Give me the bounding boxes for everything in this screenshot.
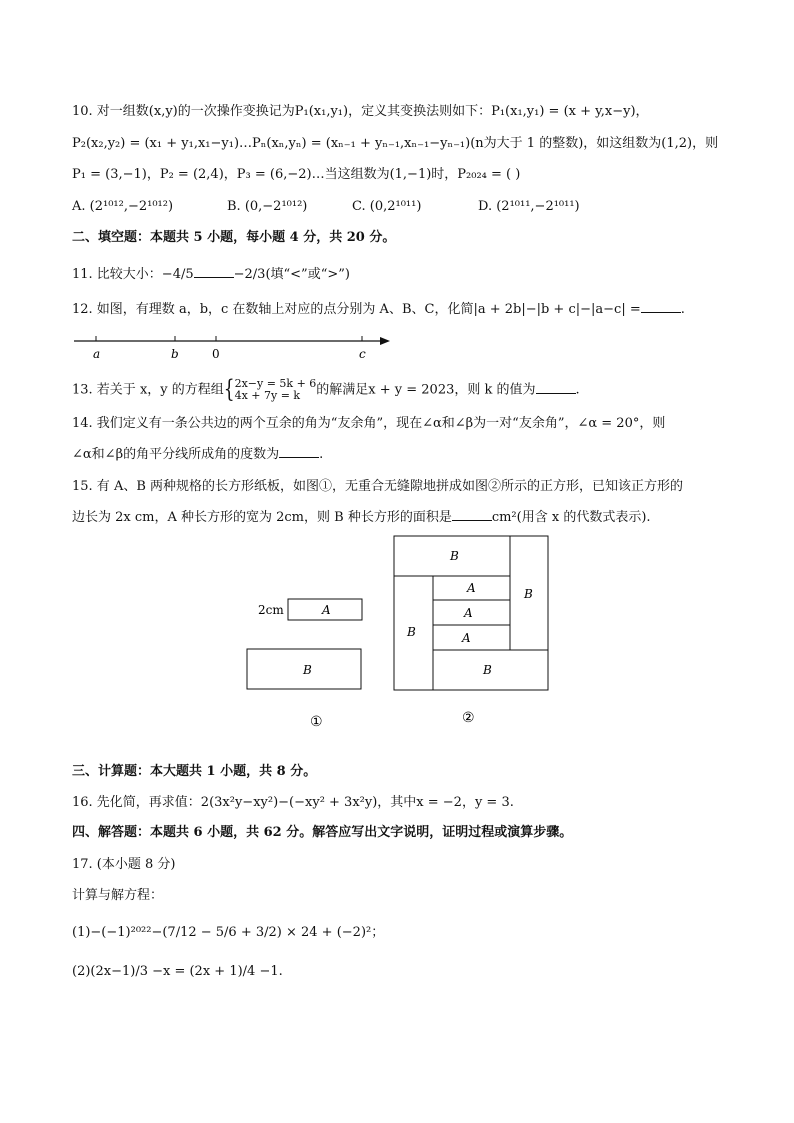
q10-line3: P₁ = (3,−1)，P₂ = (2,4)，P₃ = (6,−2)…当这组数为(1,−1)时，P₂₀₂₄ = ( ) (72, 167, 521, 182)
fig2-label-a-3: A (462, 631, 471, 645)
label-0: 0 (212, 347, 220, 361)
fig2-label-b-right: B (524, 587, 533, 601)
q11-blank (194, 265, 234, 278)
q14-end: . (319, 447, 324, 462)
q10-option-a: A. (2¹⁰¹²,−2¹⁰¹²) (72, 199, 174, 214)
q13-system (235, 378, 317, 402)
q13-prefix: 13. 若关于 x，y 的方程组 (72, 382, 224, 398)
section4-heading: 四、解答题：本题共 6 小题，共 62 分。解答应写出文字说明，证明过程或演算步骤。 (72, 825, 573, 840)
q10-option-c: C. (0,2¹⁰¹¹) (352, 199, 422, 214)
fig2-rect-a-3 (433, 625, 510, 650)
q13-blank (536, 381, 576, 394)
q13-suffix: 的解满足x + y = 2023，则 k 的值为 (316, 382, 536, 398)
q14-line2: ∠α和∠β的角平分线所成角的度数为 (72, 447, 280, 462)
q14-blank (279, 445, 319, 458)
q15-line2-end: cm²(用含 x 的代数式表示). (491, 510, 651, 525)
q16: 16. 先化简，再求值：2(3x²y−xy²)−(−xy² + 3x²y)，其中x = −2，y = 3. (72, 795, 514, 810)
q11-prefix: 11. 比较大小：−4/5 (72, 267, 194, 282)
q15-line2: 边长为 2x cm，A 种长方形的宽为 2cm，则 B 种长方形的面积是 (72, 510, 452, 525)
figure-2 (390, 532, 555, 727)
q10-line2: P₂(x₂,y₂) = (x₁ + y₁,x₁−y₁)…Pₙ(xₙ,yₙ) = (xₙ₋₁ + yₙ₋₁,xₙ₋₁−yₙ₋₁)(n为大于 1 的整数)，如这组数为(1,2)，则 (72, 136, 719, 151)
q17-part1: (1)−(−1)²⁰²²−(7/12 − 5/6 + 3/2) × 24 + (−2)²； (72, 925, 385, 940)
number-line (72, 328, 402, 362)
q17-intro: 计算与解方程： (72, 888, 164, 903)
q14-line1: 14. 我们定义有一条公共边的两个互余的角为“友余角”，现在∠α和∠β为一对“友余角”，∠α = 20°，则 (72, 416, 666, 431)
q10-option-d: D. (2¹⁰¹¹,−2¹⁰¹¹) (478, 199, 580, 214)
label-c: c (359, 347, 366, 361)
q15-blank (452, 508, 492, 521)
number-line-arrow (380, 337, 390, 345)
q13-end: . (575, 382, 580, 398)
q17-part2: (2)(2x−1)/3 −x = (2x + 1)/4 −1. (72, 964, 283, 979)
fig1-label-a: A (322, 603, 331, 617)
label-b: b (171, 347, 179, 361)
q12-text: 12. 如图，有理数 a，b，c 在数轴上对应的点分别为 A、B、C，化简|a + 2b|−|b + c|−|a−c| = (72, 302, 641, 317)
fig2-label-b-top: B (450, 549, 459, 563)
q15-line1: 15. 有 A、B 两种规格的长方形纸板，如图①，无重合无缝隙地拼成如图②所示的正方形，已知该正方形的 (72, 479, 684, 494)
q17-title: 17. (本小题 8 分) (72, 857, 176, 872)
fig2-label-b-bottom: B (483, 663, 492, 677)
q10-line1: 10. 对一组数(x,y)的一次操作变换记为P₁(x₁,y₁)，定义其变换法则如下：P₁(x₁,y₁) = (x + y,x−y)， (72, 104, 649, 119)
q13 (72, 378, 580, 402)
fig1-caption: ① (310, 714, 323, 730)
q13-eq2: 4x + 7y = k (234, 389, 301, 402)
section3-heading: 三、计算题：本大题共 1 小题，共 8 分。 (72, 764, 317, 779)
fig2-label-a-1: A (467, 581, 476, 595)
q15-line2-wrap (72, 508, 651, 528)
q11 (72, 265, 350, 285)
q12-blank (641, 300, 681, 313)
q11-suffix: −2/3(填“<”或“>”) (233, 267, 350, 282)
fig2-caption: ② (462, 710, 475, 726)
figure-1 (240, 590, 370, 730)
q12 (72, 300, 685, 320)
q14-line2-wrap (72, 445, 323, 465)
brace-icon: { (223, 376, 235, 404)
q13-eq1: 2x−y = 5k + 6 (234, 377, 317, 390)
section2-heading: 二、填空题：本题共 5 小题，每小题 4 分，共 20 分。 (72, 230, 396, 245)
fig2-label-b-left: B (407, 625, 416, 639)
q12-end: . (680, 302, 685, 317)
fig1-width-label: 2cm (258, 603, 284, 617)
fig1-label-b: B (303, 663, 312, 677)
fig2-label-a-2: A (464, 606, 473, 620)
label-a: a (93, 347, 101, 361)
q10-option-b: B. (0,−2¹⁰¹²) (227, 199, 308, 214)
